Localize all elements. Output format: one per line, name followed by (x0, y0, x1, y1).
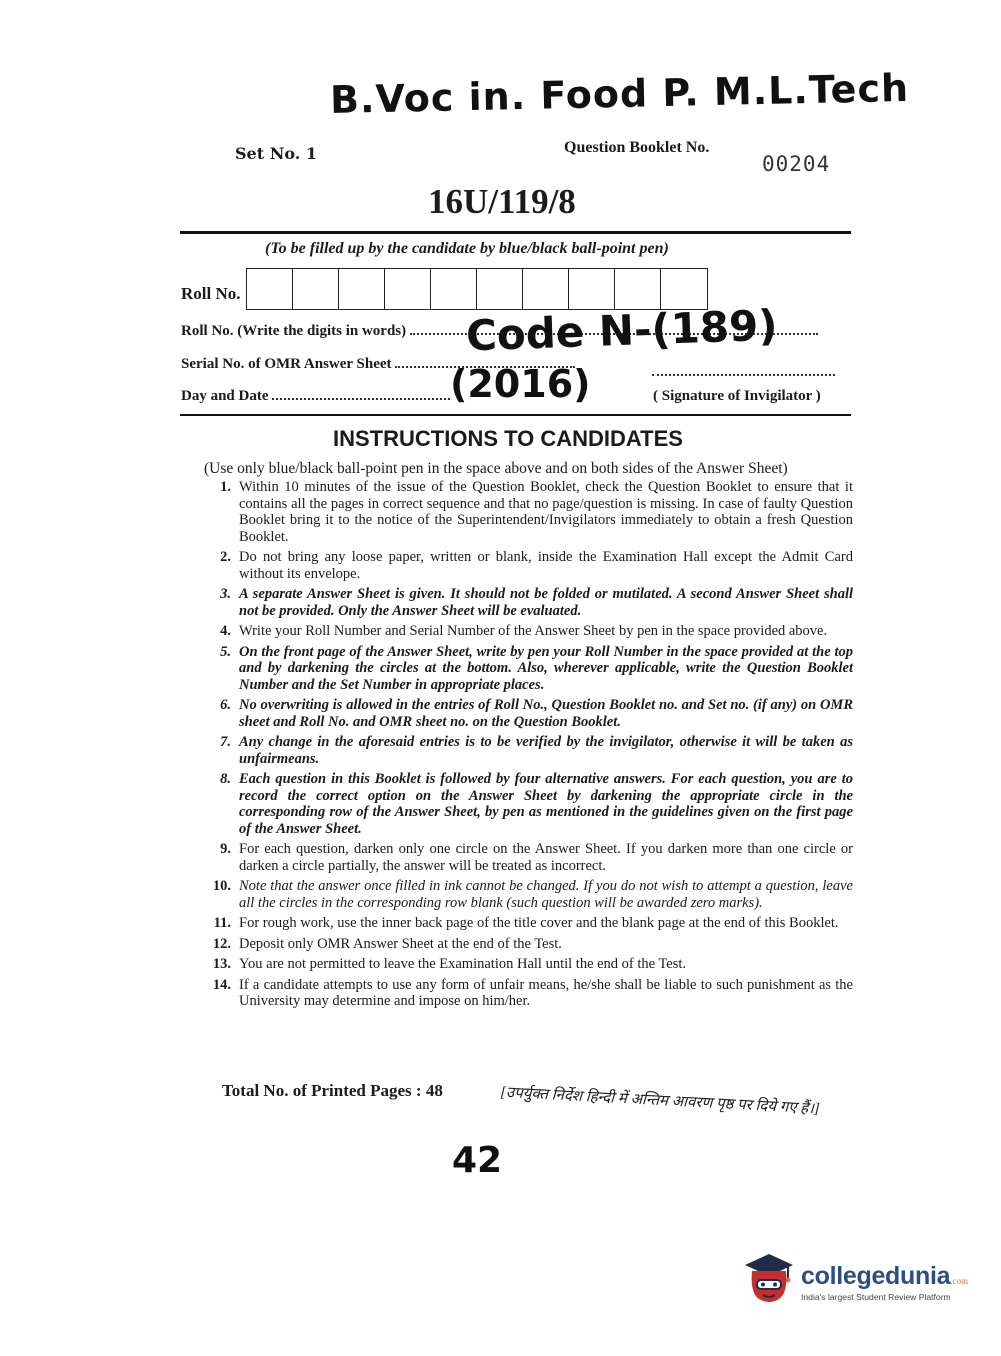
instruction-number: 11. (213, 915, 231, 931)
handwritten-course-title: B.Voc in. Food P. M.L.Tech (329, 65, 910, 123)
roll-digit-box (615, 269, 661, 309)
question-booklet-label: Question Booklet No. (564, 139, 710, 156)
instruction-item (203, 623, 853, 640)
instruction-item (203, 644, 853, 694)
roll-digit-box (385, 269, 431, 309)
total-printed-pages: Total No. of Printed Pages : 48 (222, 1081, 443, 1100)
instruction-item (203, 956, 853, 973)
roll-digit-box (523, 269, 569, 309)
top-divider (180, 231, 851, 234)
roll-digit-box (339, 269, 385, 309)
instruction-number: 9. (220, 841, 231, 857)
instruction-text: Do not bring any loose paper, written or blank, inside the Examination Hall except the Admit Card without its envelope. (239, 549, 853, 582)
instruction-number: 14. (212, 976, 231, 993)
instruction-item (203, 697, 853, 730)
roll-no-words-label: Roll No. (Write the digits in words) (181, 323, 407, 339)
instruction-text: Within 10 minutes of the issue of the Question Booklet, check the Question Booklet to ensure that it contains all the pages in correct sequence and that no page/question is missing. In case of faulty Question Booklet bring it to the notice of the Superintendent/Invigilators immediately to obtain a fresh Question Booklet. (239, 479, 853, 545)
instruction-text: No overwriting is allowed in the entries of Roll No., Question Booklet no. and Set no. (if any) on OMR sheet and Roll No. and OMR sheet no. on the Question Booklet. (239, 697, 853, 730)
instruction-text: Each question in this Booklet is followed by four alternative answers. For each question, you are to record the correct option on the Answer Sheet by darkening the appropriate circle in the corresponding row of the Answer Sheet, by pen as mentioned in the guidelines given on the first page of the Answer Sheet. (239, 771, 853, 837)
day-date-field (181, 386, 450, 405)
handwritten-code: Code N-(189) (465, 300, 779, 361)
instruction-text: On the front page of the Answer Sheet, write by pen your Roll Number in the space provided at the top and by darkening the circles at the bottom. Also, wherever applicable, write the Question Booklet Number and the Set Number in appropriate places. (239, 643, 853, 693)
instruction-text: For each question, darken only one circle on the Answer Sheet. If you darken more than one circle or darken a circle partially, the answer will be treated as incorrect. (239, 841, 853, 874)
graduate-mascot-icon (743, 1251, 795, 1312)
collegedunia-tagline: India's largest Student Review Platform (801, 1291, 951, 1302)
instruction-item (203, 734, 853, 767)
day-date-line (272, 386, 450, 400)
handwritten-page-number: 42 (452, 1140, 503, 1181)
hindi-instruction-note: [उपर्युक्त निर्देश हिन्दी में अन्तिम आवरण पृष्ठ पर दिये गए हैं।] (499, 1084, 821, 1118)
invigilator-signature-line (652, 364, 835, 376)
instruction-text: Write your Roll Number and Serial Number of the Answer Sheet by pen in the space provided above. (239, 623, 828, 639)
instruction-text: Deposit only OMR Answer Sheet at the end of the Test. (239, 935, 562, 952)
question-booklet-number: 00204 (762, 152, 831, 176)
day-date-label: Day and Date (181, 388, 269, 404)
instruction-number: 12. (212, 935, 231, 952)
instruction-number: 8. (220, 771, 231, 787)
roll-no-boxes (246, 268, 708, 310)
roll-digit-box (293, 269, 339, 309)
roll-digit-box (431, 269, 477, 309)
instruction-item (203, 586, 853, 619)
instruction-number: 3. (220, 586, 231, 602)
instruction-item (203, 771, 853, 837)
instruction-text: Note that the answer once filled in ink cannot be changed. If you do not wish to attempt a question, leave all the circles in the corresponding row blank (such question will be awarded zero marks). (239, 878, 853, 911)
instruction-number: 6. (220, 697, 231, 713)
instruction-text: If a candidate attempts to use any form of unfair means, he/she shall be liable to such punishment as the University may determine and impose on him/her. (239, 976, 853, 1009)
middle-divider (180, 414, 851, 416)
instructions-list (203, 479, 853, 1014)
roll-digit-box (247, 269, 293, 309)
instruction-item (203, 915, 853, 932)
omr-serial-label: Serial No. of OMR Answer Sheet (181, 356, 392, 372)
roll-digit-box (477, 269, 523, 309)
roll-no-label: Roll No. (181, 284, 241, 303)
instruction-item (203, 936, 853, 953)
instructions-heading: INSTRUCTIONS TO CANDIDATES (333, 426, 683, 451)
instruction-item (203, 479, 853, 545)
invigilator-signature-label: ( Signature of Invigilator ) (653, 388, 821, 404)
instruction-item (203, 841, 853, 874)
instruction-text: A separate Answer Sheet is given. It should not be folded or mutilated. A second Answer Sheet shall not be provided. Only the Answer Sheet will be evaluated. (239, 586, 853, 619)
collegedunia-watermark (743, 1251, 968, 1312)
instruction-item (203, 549, 853, 582)
instruction-text: For rough work, use the inner back page of the title cover and the blank page at the end of this Booklet. (239, 915, 839, 931)
pen-usage-note: (Use only blue/black ball-point pen in the space above and on both sides of the Answer Sheet) (204, 460, 788, 477)
roll-digit-box (569, 269, 615, 309)
instruction-number: 2. (220, 549, 231, 565)
collegedunia-wordmark: collegedunia (801, 1261, 951, 1290)
instruction-number: 1. (220, 479, 231, 495)
handwritten-year: (2016) (450, 362, 591, 406)
instruction-item (203, 878, 853, 911)
set-number: Set No. 1 (235, 144, 317, 163)
instruction-number: 7. (220, 734, 231, 750)
instruction-item (203, 977, 853, 1010)
paper-code: 16U/119/8 (428, 182, 576, 221)
instruction-number: 10. (212, 878, 231, 894)
fill-instruction-note: (To be filled up by the candidate by blue/black ball-point pen) (265, 240, 669, 257)
instruction-number: 5. (220, 643, 231, 660)
collegedunia-domain: .com (950, 1275, 968, 1286)
instruction-number: 13. (212, 956, 231, 972)
instruction-number: 4. (220, 623, 231, 639)
instruction-text: Any change in the aforesaid entries is to be verified by the invigilator, otherwise it will be taken as unfairmeans. (239, 734, 853, 767)
instruction-text: You are not permitted to leave the Examination Hall until the end of the Test. (239, 956, 687, 972)
